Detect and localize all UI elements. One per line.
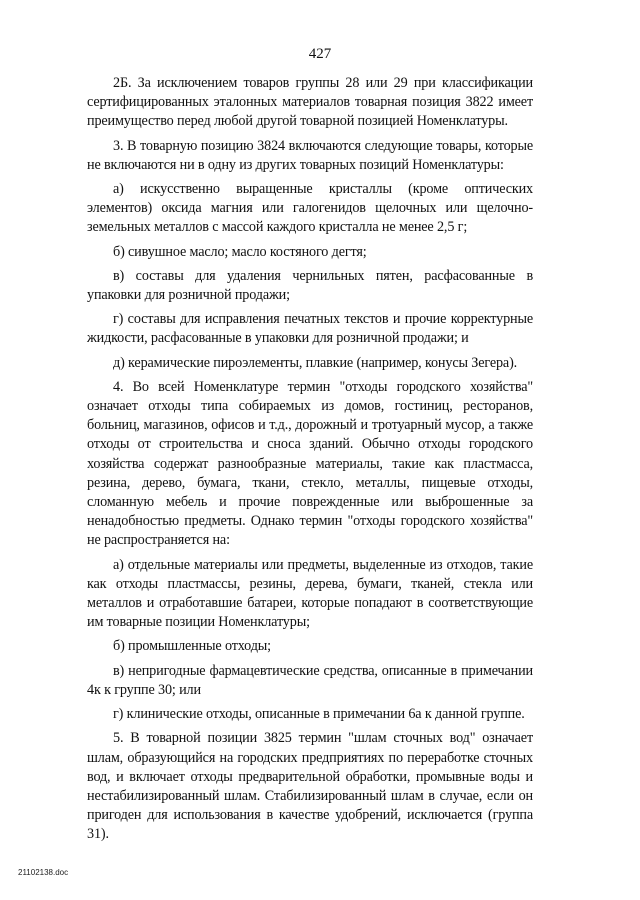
list-item-3g: г) составы для исправления печатных текстов и прочие корректурные жидкости, расфасованные в упаковки для розничной продажи; и [87,311,533,347]
list-item-3d: д) керамические пироэлементы, плавкие (например, конусы Зегера). [113,354,518,371]
paragraph-2b: 2Б. За исключением товаров группы 28 или 29 при классификации сертифицированных эталонных материалов товарная позиция 3822 имеет преимущество перед любой другой товарной позицией Номенклатуры. [87,75,533,130]
file-name-footer: 21102138.doc [18,868,69,877]
list-item-3a: а) искусственно выращенные кристаллы (кроме оптических элементов) оксида магния или галогенидов щелочных или щелочно-земельных металлов с массой каждого кристалла не менее 2,5 г; [87,181,533,236]
document-body [87,74,533,850]
page-number: 427 [308,46,332,62]
list-item-4v: в) непригодные фармацевтические средства, описанные в примечании 4к к группе 30; или [87,662,533,698]
paragraph-4: 4. Во всей Номенклатуре термин "отходы городского хозяйства" означает отходы типа собираемых из домов, гостиниц, ресторанов, больниц, магазинов, офисов и т.д., дорожный и тротуарный мусор, а также отходы от строительства и сноса зданий. Обычно отходы городского хозяйства содержат разнообразные материалы, такие как пластмасса, резина, дерево, бумага, ткани, стекло, металлы, пищевые отходы, сломанную мебель и прочие поврежденные или выброшенные за ненадобностью предметы. Однако термин "отходы городского хозяйства" не распространяется на: [87,378,533,549]
list-item-3b: б) сивушное масло; масло костяного дегтя; [113,243,367,260]
list-item-4g: г) клинические отходы, описанные в примечании 6а к данной группе. [113,706,525,723]
paragraph-3: 3. В товарную позицию 3824 включаются следующие товары, которые не включаются ни в одну из других товарных позиций Номенклатуры: [87,137,533,173]
list-item-4b: б) промышленные отходы; [113,638,271,655]
paragraph-5: 5. В товарной позиции 3825 термин "шлам сточных вод" означает шлам, образующийся на городских предприятиях по переработке сточных вод, и включает отходы предварительной обработки, промывные воды и нестабилизированный шлам. Стабилизированный шлам в случае, если он пригоден для использования в качестве удобрений, исключается (группа 31). [87,730,533,843]
list-item-4a: а) отдельные материалы или предметы, выделенные из отходов, такие как отходы пластмассы, резины, дерева, бумаги, тканей, стекла или металлов и отработавшие батареи, которые попадают в соответствующие им товарные позиции Номенклатуры; [87,556,533,631]
list-item-3v: в) составы для удаления чернильных пятен, расфасованные в упаковки для розничной продажи; [87,267,533,304]
